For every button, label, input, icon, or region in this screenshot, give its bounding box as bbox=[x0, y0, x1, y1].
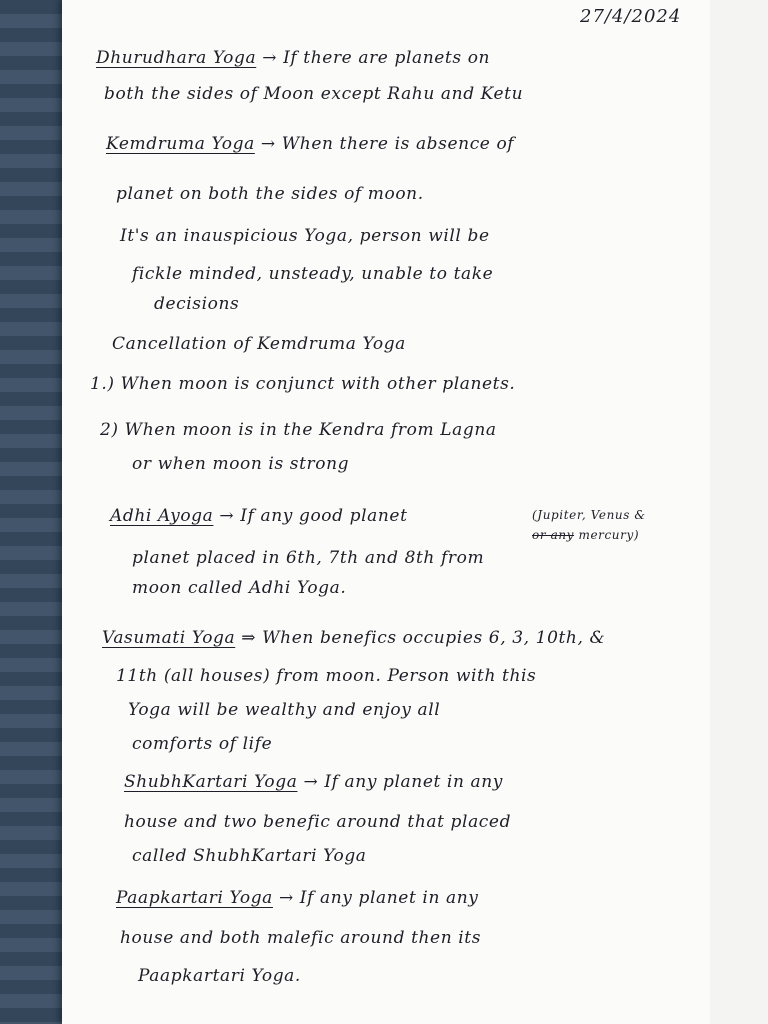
cancellation-heading: Cancellation of Kemdruma Yoga bbox=[112, 334, 406, 354]
cancellation-item-1: 1.) When moon is conjunct with other planets. bbox=[90, 374, 516, 394]
cancellation-item-2-line-1: 2) When moon is in the Kendra from Lagna bbox=[100, 420, 497, 440]
paapkartari-line-3: Paapkartari Yoga. bbox=[138, 966, 301, 986]
adhi-text-1: → If any good planet bbox=[219, 506, 408, 526]
adhi-line-1 bbox=[110, 506, 408, 526]
adhi-title: Adhi Ayoga bbox=[110, 506, 214, 526]
adhi-line-2: planet placed in 6th, 7th and 8th from bbox=[132, 548, 485, 568]
adhi-note-mercury: mercury) bbox=[578, 528, 640, 542]
dhurudhara-text-1: → If there are planets on bbox=[262, 48, 491, 68]
scan-backdrop bbox=[0, 0, 62, 1024]
paapkartari-text-1: → If any planet in any bbox=[278, 888, 479, 908]
shubhkartari-line-2: house and two benefic around that placed bbox=[124, 812, 512, 832]
adhi-note-strike: or any bbox=[532, 528, 575, 542]
kemdruma-line-5: decisions bbox=[154, 294, 240, 314]
cancellation-item-2-line-2: or when moon is strong bbox=[132, 454, 350, 474]
shubhkartari-line-3: called ShubhKartari Yoga bbox=[132, 846, 367, 866]
vasumati-title: Vasumati Yoga bbox=[102, 628, 236, 648]
adhi-note-line-1: (Jupiter, Venus & bbox=[532, 508, 646, 522]
kemdruma-title: Kemdruma Yoga bbox=[106, 134, 255, 154]
vasumati-text-1: ⇒ When benefics occupies 6, 3, 10th, & bbox=[241, 628, 606, 648]
dhurudhara-line-2: both the sides of Moon except Rahu and Ketu bbox=[104, 84, 524, 104]
vasumati-line-3: Yoga will be wealthy and enjoy all bbox=[128, 700, 441, 720]
adhi-line-3: moon called Adhi Yoga. bbox=[132, 578, 347, 598]
shubhkartari-text-1: → If any planet in any bbox=[303, 772, 504, 792]
dhurudhara-title: Dhurudhara Yoga bbox=[96, 48, 257, 68]
kemdruma-line-3: It's an inauspicious Yoga, person will be bbox=[120, 226, 490, 246]
page-margin bbox=[710, 0, 768, 1024]
kemdruma-text-1: → When there is absence of bbox=[260, 134, 515, 154]
adhi-note-line-2 bbox=[532, 528, 639, 542]
shubhkartari-title: ShubhKartari Yoga bbox=[124, 772, 298, 792]
shubhkartari-line-1 bbox=[124, 772, 503, 792]
page-date: 27/4/2024 bbox=[580, 6, 682, 27]
vasumati-line-4: comforts of life bbox=[132, 734, 273, 754]
dhurudhara-line-1 bbox=[96, 48, 490, 68]
paapkartari-line-2: house and both malefic around then its bbox=[120, 928, 482, 948]
paapkartari-title: Paapkartari Yoga bbox=[116, 888, 273, 908]
vasumati-line-2: 11th (all houses) from moon. Person with this bbox=[116, 666, 537, 686]
paapkartari-line-1 bbox=[116, 888, 478, 908]
notebook-page bbox=[62, 0, 710, 1024]
kemdruma-line-4: fickle minded, unsteady, unable to take bbox=[132, 264, 494, 284]
kemdruma-line-1 bbox=[106, 134, 514, 154]
kemdruma-line-2: planet on both the sides of moon. bbox=[116, 184, 424, 204]
vasumati-line-1 bbox=[102, 628, 605, 648]
